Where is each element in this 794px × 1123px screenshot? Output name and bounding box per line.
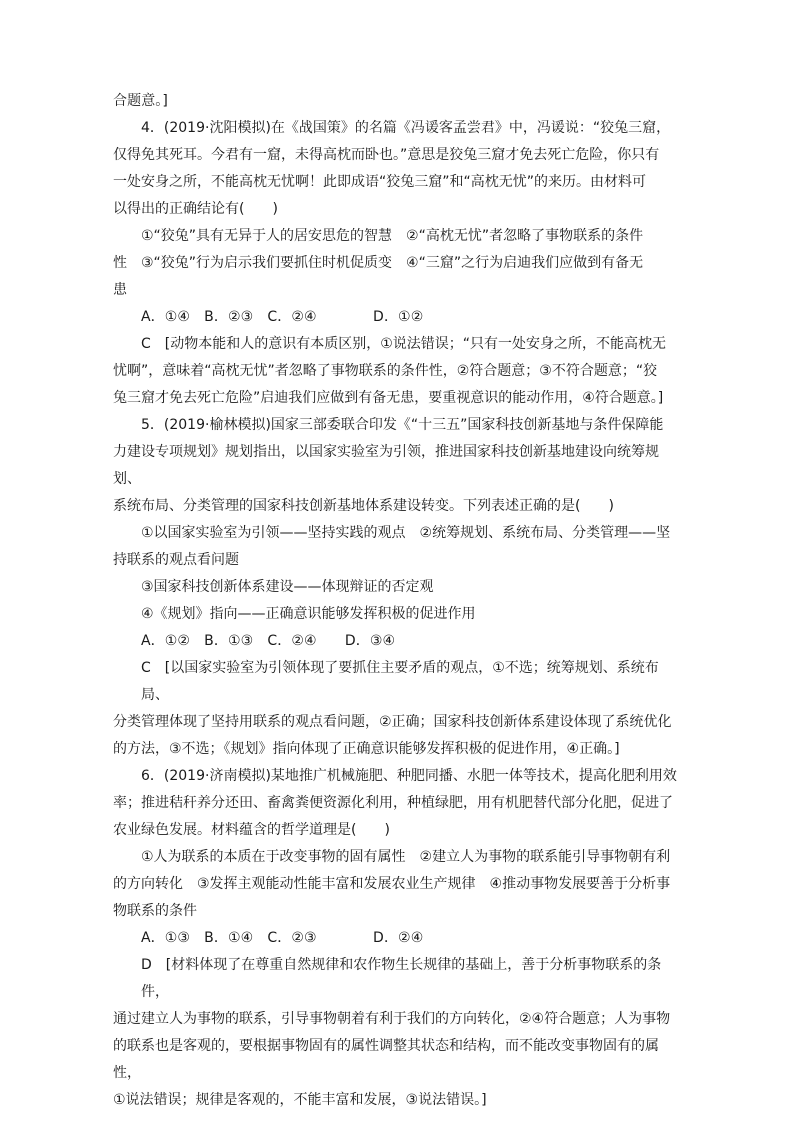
answer-line: C [动物本能和人的意识有本质区别，①说法错误；“只有一处安身之所，不能高枕无 [141, 336, 667, 352]
answer-line: 的方法，③不选；《规划》指向体现了正确意识能够发挥积极的促进作用，④正确。] [113, 741, 620, 757]
question-6 [113, 763, 683, 1114]
document-body [113, 88, 683, 1114]
statement-line: 患 [113, 282, 127, 298]
stem-line: 5．(2019·榆林模拟)国家三部委联合印发《“十三五”国家科技创新基地与条件保障能 [141, 417, 664, 433]
question-5 [113, 412, 683, 763]
stem-line: 一处安身之所，不能高枕无忧啊！此即成语“狡兔三窟”和“高枕无忧”的来历。由材料可 [113, 174, 647, 190]
answer-line: ①说法错误；规律是客观的，不能丰富和发展，③说法错误。] [113, 1092, 487, 1108]
question-6-options: A．①③ B．①④ C．②③ D．②④ [141, 930, 424, 946]
answer-line: 分类管理体现了坚持用联系的观点看问题，②正确；国家科技创新体系建设体现了系统优化 [113, 714, 672, 730]
statement-line: 性 ③“狡兔”行为启示我们要抓住时机促质变 ④“三窟”之行为启迪我们应做到有备无 [113, 255, 644, 271]
continued-answer-tail: 合题意。] [113, 93, 168, 109]
question-6-statements [113, 844, 683, 925]
statement-line: 的方向转化 ③发挥主观能动性能丰富和发展农业生产规律 ④推动事物发展要善于分析事 [113, 876, 671, 892]
stem-line: 力建设专项规划》规划指出，以国家实验室为引领，推进国家科技创新基地建设向统筹规划、 [113, 444, 659, 487]
question-4-answer [113, 331, 683, 412]
question-5-options: A．①② B．①③ C．②④ D．③④ [141, 633, 396, 649]
stem-line: 率；推进秸秆养分还田、畜禽粪便资源化利用，种植绿肥，用有机肥替代部分化肥，促进了 [113, 795, 673, 811]
statement-line: ④《规划》指向——正确意识能够发挥积极的促进作用 [141, 606, 476, 622]
stem-line: 农业绿色发展。材料蕴含的哲学道理是( ) [113, 822, 390, 838]
question-6-answer [113, 952, 683, 1114]
answer-line: 的联系也是客观的，要根据事物固有的属性调整其状态和结构，而不能改变事物固有的属性， [113, 1038, 659, 1081]
answer-line: 通过建立人为事物的联系，引导事物朝着有利于我们的方向转化，②④符合题意；人为事物 [113, 1011, 671, 1027]
question-4-options: A．①④ B．②③ C．②④ D．①② [141, 309, 424, 325]
question-5-stem [113, 412, 683, 520]
statement-line: ①“狡兔”具有无异于人的居安思危的智慧 ②“高枕无忧”者忽略了事物联系的条件 [141, 228, 644, 244]
question-4-statements [113, 223, 683, 304]
answer-line: 兔三窟才免去死亡危险”启迪我们应做到有备无患，要重视意识的能动作用，④符合题意。] [113, 390, 664, 406]
question-4 [113, 115, 683, 412]
statement-line: ①以国家实验室为引领——坚持实践的观点 ②统筹规划、系统布局、分类管理——坚 [141, 525, 671, 541]
question-5-statements [113, 520, 683, 628]
stem-line: 以得出的正确结论有( ) [113, 201, 278, 217]
stem-line: 仅得免其死耳。今君有一窟，未得高枕而卧也。”意思是狡兔三窟才免去死亡危险，你只有 [113, 147, 660, 163]
statement-line: 物联系的条件 [113, 903, 197, 919]
answer-line: C [以国家实验室为引领体现了要抓住主要矛盾的观点，①不选；统筹规划、系统布局、 [141, 660, 659, 703]
answer-line: D [材料体现了在尊重自然规律和农作物生长规律的基础上，善于分析事物联系的条件， [141, 957, 662, 1000]
question-5-answer [113, 655, 683, 763]
stem-line: 6．(2019·济南模拟)某地推广机械施肥、种肥同播、水肥一体等技术，提高化肥利用效 [141, 768, 677, 784]
answer-line: 忧啊”，意味着“高枕无忧”者忽略了事物联系的条件性，②符合题意；③不符合题意；“狡 [113, 363, 658, 379]
stem-line: 系统布局、分类管理的国家科技创新基地体系建设转变。下列表述正确的是( ) [113, 498, 614, 514]
statement-line: ①人为联系的本质在于改变事物的固有属性 ②建立人为事物的联系能引导事物朝有利 [141, 849, 671, 865]
question-6-stem [113, 763, 683, 844]
statement-line: 持联系的观点看问题 [113, 552, 239, 568]
statement-line: ③国家科技创新体系建设——体现辩证的否定观 [141, 579, 434, 595]
stem-line: 4．(2019·沈阳模拟)在《战国策》的名篇《冯谖客孟尝君》中，冯谖说：“狡兔三窟， [141, 120, 671, 136]
question-4-stem [113, 115, 683, 223]
